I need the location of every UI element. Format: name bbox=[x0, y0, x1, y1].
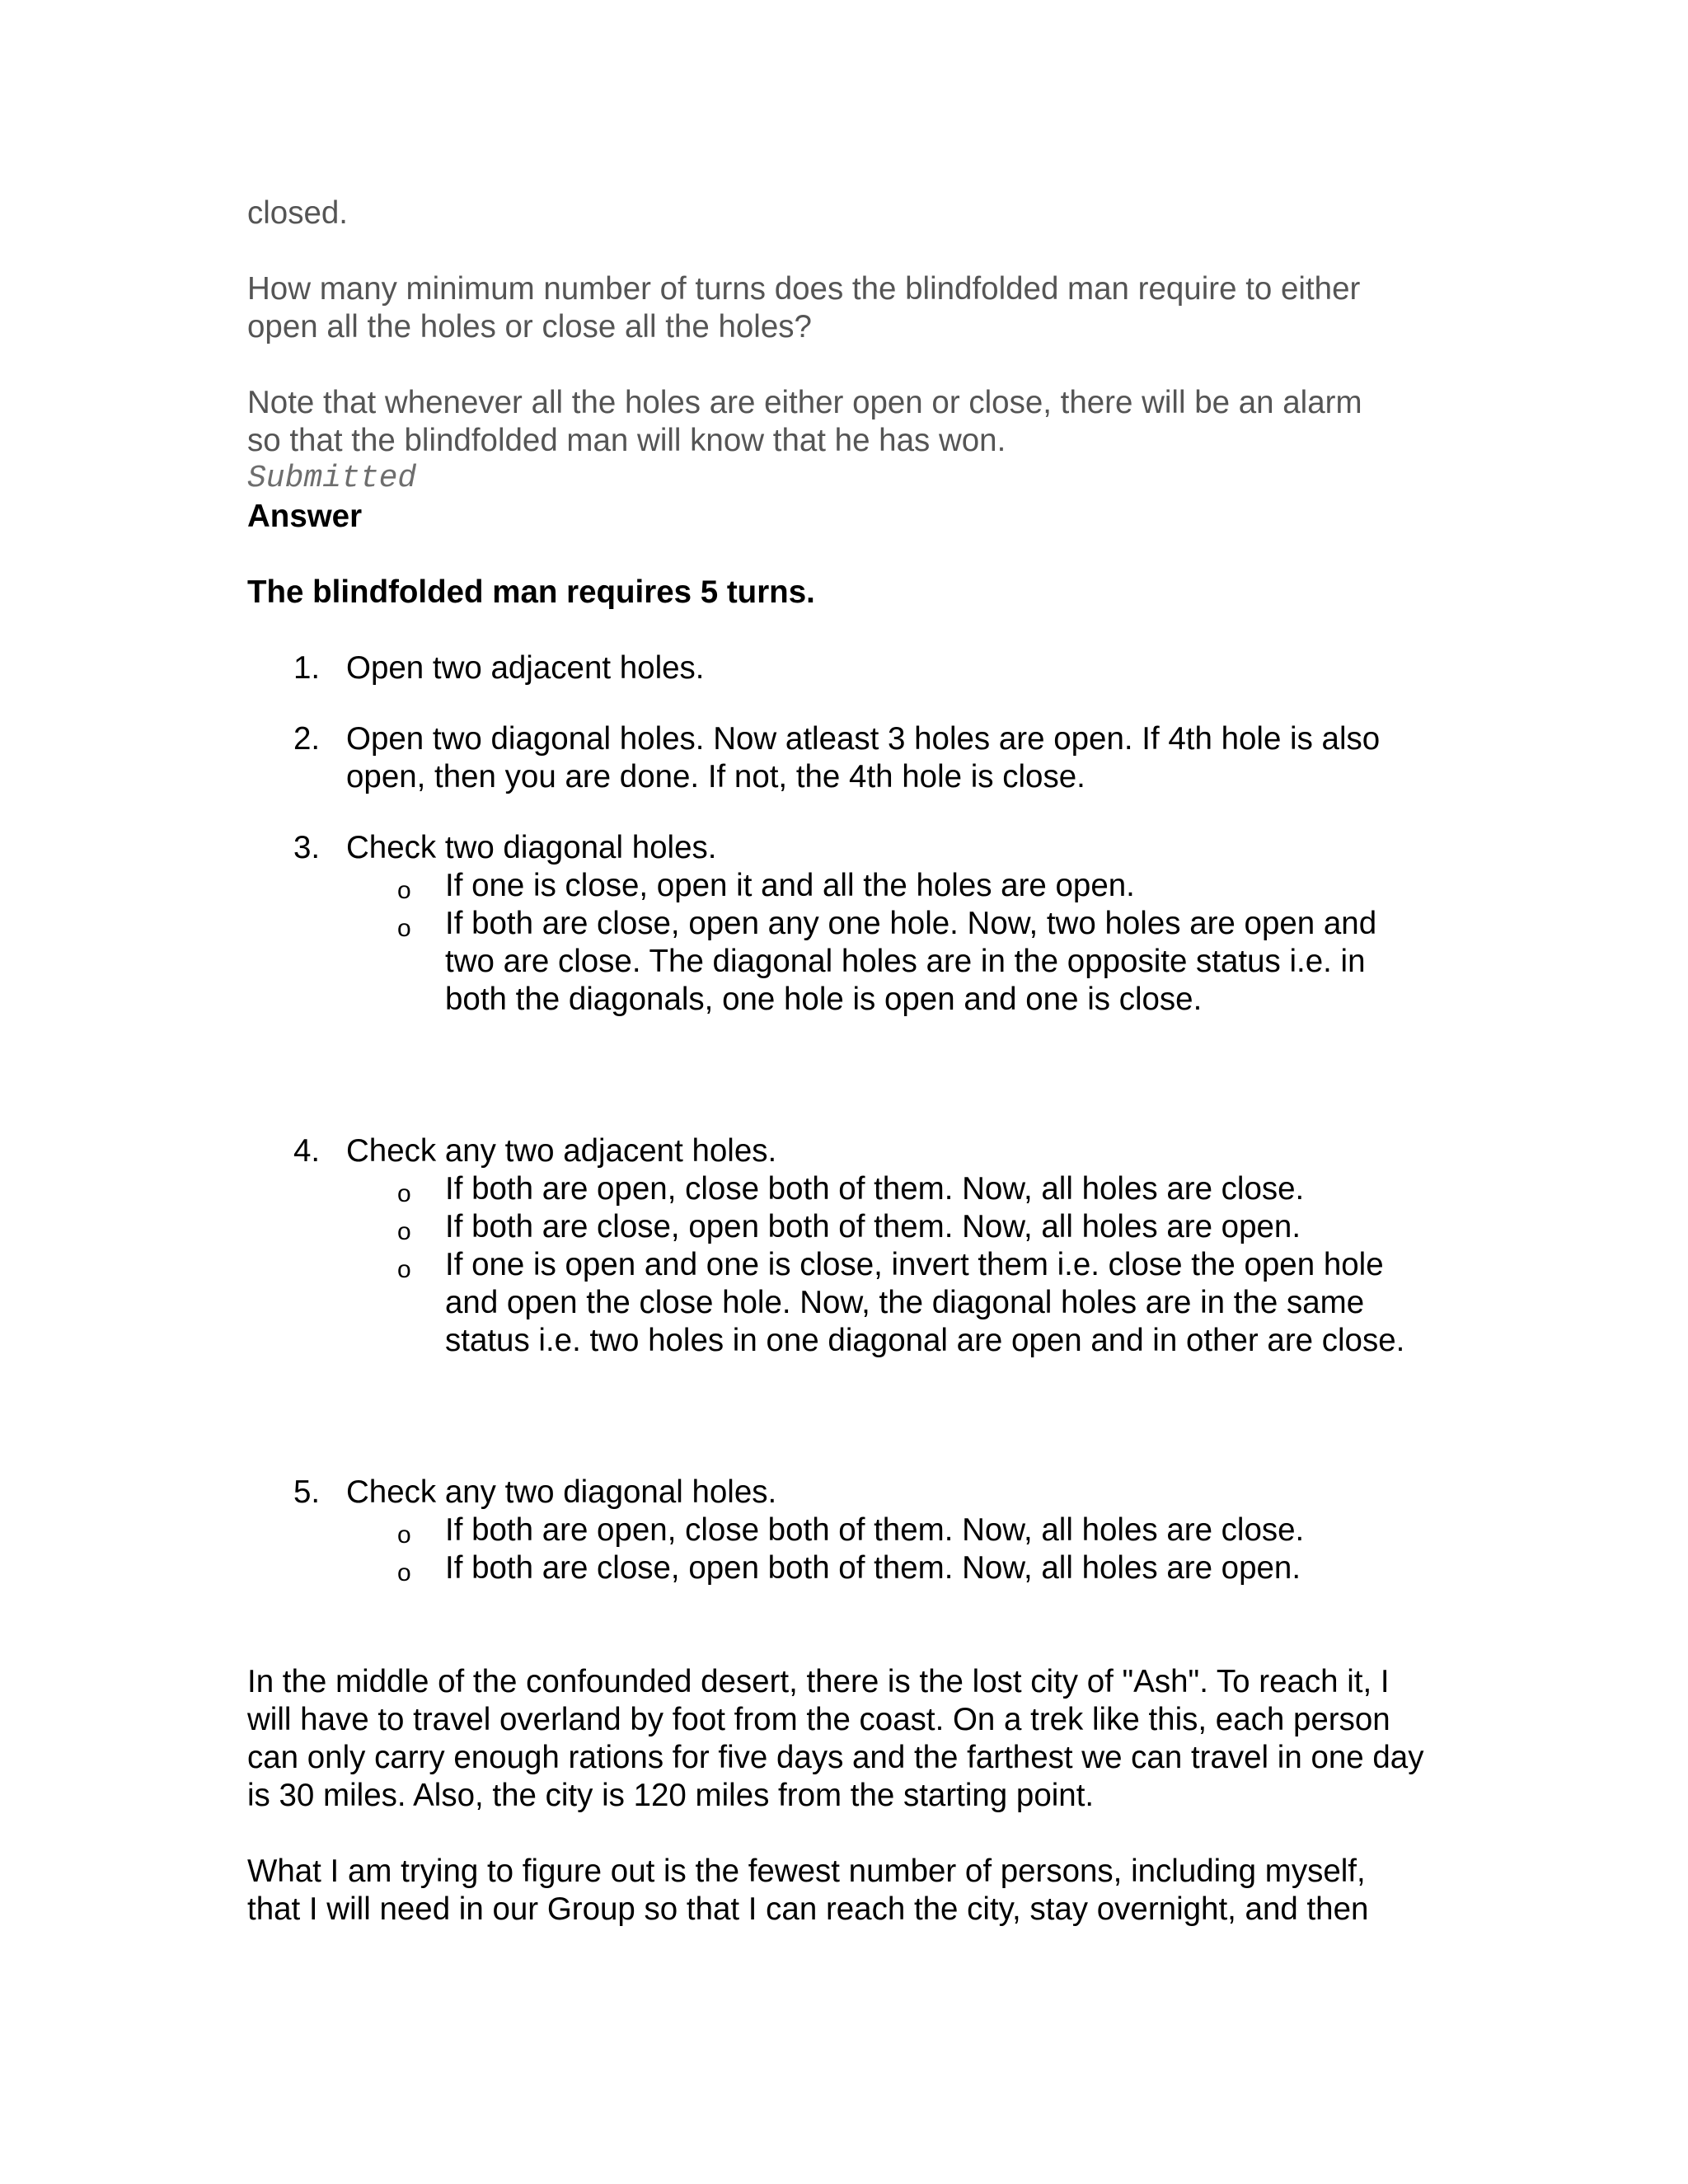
step-number: 2. bbox=[293, 721, 321, 757]
sub-item bbox=[346, 1511, 1434, 1549]
puzzle-paragraph-1: In the middle of the confounded desert, there is the lost city of "Ash". To reach it, I will have to travel overland by foot from the coast. On a trek like this, each person can only carry enough rations for five days and the farthest we can travel in one day is 30 miles. Also, the city is 120 miles from the starting point. bbox=[247, 1664, 1424, 1813]
bullet-icon: o bbox=[397, 1559, 411, 1586]
sub-list bbox=[346, 867, 1434, 1019]
document-page bbox=[247, 194, 1434, 1929]
sub-item bbox=[346, 1246, 1434, 1360]
step-text: Open two diagonal holes. Now atleast 3 holes are open. If 4th hole is also open, then you are done. If not, the 4th hole is close. bbox=[346, 721, 1381, 794]
sub-item bbox=[346, 1170, 1434, 1208]
answer-summary: The blindfolded man requires 5 turns. bbox=[247, 574, 815, 610]
puzzle-paragraph-2: What I am trying to figure out is the fewest number of persons, including myself, that I will need in our Group so that I can reach the city, stay overnight, and then bbox=[247, 1854, 1369, 1927]
bullet-icon: o bbox=[397, 1218, 411, 1245]
sub-list bbox=[346, 1511, 1434, 1587]
sub-item-text: If both are close, open both of them. Now, all holes are open. bbox=[445, 1209, 1301, 1244]
answer-heading: Answer bbox=[247, 499, 363, 534]
answer-step bbox=[247, 1474, 1434, 1587]
step-text: Check two diagonal holes. bbox=[346, 830, 717, 865]
answer-steps-list bbox=[247, 649, 1434, 1587]
bullet-icon: o bbox=[397, 1180, 411, 1207]
answer-step bbox=[247, 720, 1434, 796]
step-text: Check any two diagonal holes. bbox=[346, 1474, 777, 1510]
sub-item-text: If both are open, close both of them. Now, all holes are close. bbox=[445, 1512, 1305, 1548]
submitted-label: Submitted bbox=[247, 461, 417, 496]
sub-item-text: If both are close, open any one hole. Now, two holes are open and two are close. The diagonal holes are in the opposite status i.e. in both the diagonals, one hole is open and one is close. bbox=[445, 906, 1377, 1017]
answer-step bbox=[247, 1132, 1434, 1360]
sub-item-text: If one is close, open it and all the holes are open. bbox=[445, 868, 1135, 903]
bullet-icon: o bbox=[397, 1256, 411, 1283]
sub-item bbox=[346, 867, 1434, 905]
sub-item bbox=[346, 905, 1434, 1019]
step-number: 1. bbox=[293, 650, 321, 686]
bullet-icon: o bbox=[397, 1521, 411, 1549]
sub-item-text: If one is open and one is close, invert them i.e. close the open hole and open the close hole. Now, the diagonal holes are in the same status i.e. two holes in one diagonal are open and in other are close. bbox=[445, 1247, 1405, 1358]
sub-list bbox=[346, 1170, 1434, 1360]
step-number: 5. bbox=[293, 1474, 321, 1510]
bullet-icon: o bbox=[397, 915, 411, 942]
note-paragraph: Note that whenever all the holes are either open or close, there will be an alarm so that the blindfolded man will know that he has won. bbox=[247, 385, 1362, 458]
step-number: 3. bbox=[293, 830, 321, 865]
answer-step bbox=[247, 829, 1434, 1019]
step-text: Check any two adjacent holes. bbox=[346, 1133, 777, 1169]
sub-item bbox=[346, 1549, 1434, 1587]
sub-item-text: If both are open, close both of them. Now, all holes are close. bbox=[445, 1171, 1305, 1207]
question-paragraph: How many minimum number of turns does the blindfolded man require to either open all the holes or close all the holes? bbox=[247, 271, 1361, 344]
answer-step bbox=[247, 649, 1434, 687]
sub-item bbox=[346, 1208, 1434, 1246]
step-number: 4. bbox=[293, 1133, 321, 1169]
intro-closed-line: closed. bbox=[247, 195, 348, 231]
sub-item-text: If both are close, open both of them. Now, all holes are open. bbox=[445, 1550, 1301, 1586]
step-text: Open two adjacent holes. bbox=[346, 650, 705, 686]
bullet-icon: o bbox=[397, 877, 411, 904]
